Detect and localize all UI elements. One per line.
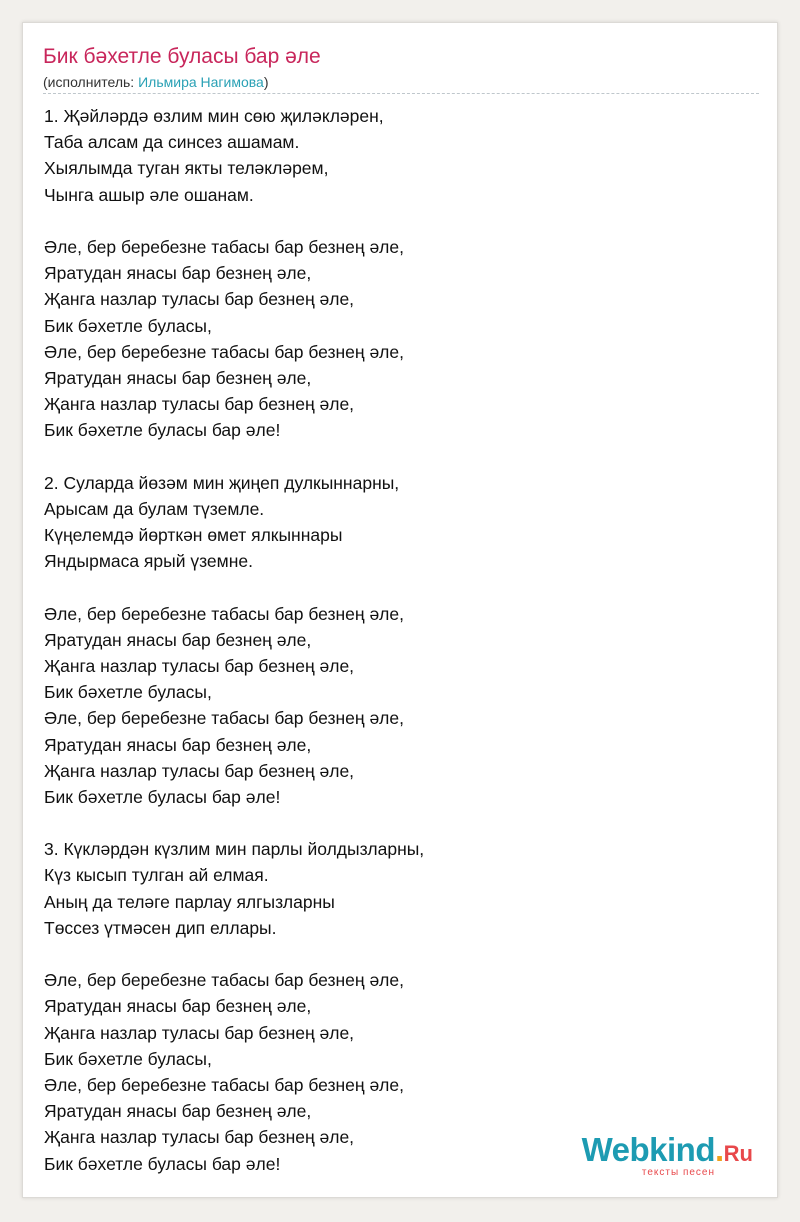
lyric-line: Җанга назлар туласы бар безнең әле, — [44, 394, 355, 415]
lyric-line: Чынга ашыр әле ошанам. — [44, 184, 254, 205]
lyric-line: Арысам да булам түземле. — [44, 498, 265, 519]
lyric-line: Таба алсам да синсез ашамам. — [44, 132, 300, 153]
lyric-line: Бик бәхетле буласы, — [44, 682, 212, 703]
lyric-line: Хыялымда туган якты теләкләрем, — [44, 158, 329, 179]
lyric-line: Яратудан янасы бар безнең әле, — [44, 367, 312, 388]
lyric-line: Бик бәхетле буласы, — [44, 315, 212, 336]
performer-line — [43, 74, 269, 90]
dashed-divider — [43, 93, 759, 94]
lyric-line: Әле, бер беребезне табасы бар безнең әле, — [44, 236, 404, 257]
lyric-line: Җанга назлар туласы бар безнең әле, — [44, 289, 355, 310]
lyric-line: Яратудан янасы бар безнең әле, — [44, 734, 312, 755]
lyric-line: 3. Күкләрдән күзлим мин парлы йолдызларны, — [44, 839, 425, 860]
logo-tld: Ru — [723, 1141, 753, 1166]
lyric-line: Яндырмаса ярый үземне. — [44, 551, 253, 572]
lyric-line: Яратудан янасы бар безнең әле, — [44, 629, 312, 650]
song-title: Бик бәхетле буласы бар әле — [43, 45, 321, 68]
lyric-line: Яратудан янасы бар безнең әле, — [44, 1101, 312, 1122]
lyric-line: 2. Суларда йөзәм мин җиңеп дулкыннарны, — [44, 472, 400, 493]
lyric-line: Җанга назлар туласы бар безнең әле, — [44, 760, 355, 781]
logo-name: Webkind — [581, 1131, 715, 1168]
lyric-line: Җанга назлар туласы бар безнең әле, — [44, 1127, 355, 1148]
lyric-line — [44, 810, 424, 836]
lyric-line: 1. Җәйләрдә өзлим мин сөю җиләкләрен, — [44, 106, 384, 126]
lyric-line: Күңелемдә йөрткән өмет ялкыннары — [44, 525, 343, 545]
lyric-line: Әле, бер беребезне табасы бар безнең әле, — [44, 603, 404, 624]
webkind-logo[interactable] — [553, 1131, 753, 1179]
lyric-line: Күз кысып тулган ай елмая. — [44, 865, 269, 886]
lyric-line: Әле, бер беребезне табасы бар безнең әле, — [44, 970, 404, 991]
logo-dot: . — [715, 1131, 724, 1168]
lyric-line: Бик бәхетле буласы бар әле! — [44, 420, 281, 441]
lyric-line: Бик бәхетле буласы, — [44, 1048, 212, 1069]
lyric-line: Әле, бер беребезне табасы бар безнең әле, — [44, 341, 404, 362]
lyric-line: Әле, бер беребезне табасы бар безнең әле, — [44, 1074, 404, 1095]
lyric-line: Бик бәхетле буласы бар әле! — [44, 1153, 281, 1174]
lyrics-card — [22, 22, 778, 1198]
lyric-line — [44, 941, 424, 967]
lyric-line: Җанга назлар туласы бар безнең әле, — [44, 655, 355, 676]
lyric-line: Яратудан янасы бар безнең әле, — [44, 263, 312, 284]
artist-link[interactable]: Ильмира Нагимова — [138, 74, 264, 90]
lyric-line: Аның да теләге парлау ялгызларны — [44, 891, 335, 912]
lyric-line — [44, 208, 424, 234]
lyric-line — [44, 443, 424, 469]
logo-tagline: тексты песен — [641, 1167, 715, 1178]
lyrics-text — [44, 103, 424, 1177]
lyric-line: Әле, бер беребезне табасы бар безнең әле, — [44, 708, 404, 729]
lyric-line: Җанга назлар туласы бар безнең әле, — [44, 1022, 355, 1043]
lyric-line — [44, 574, 424, 600]
lyric-line: Бик бәхетле буласы бар әле! — [44, 786, 281, 807]
logo-wordmark — [582, 1131, 753, 1169]
performer-suffix: ) — [263, 74, 269, 90]
lyric-line: Төссез үтмәсен дип еллары. — [44, 917, 277, 938]
lyric-line: Яратудан янасы бар безнең әле, — [44, 996, 312, 1017]
performer-prefix: (исполнитель: — [43, 74, 139, 90]
